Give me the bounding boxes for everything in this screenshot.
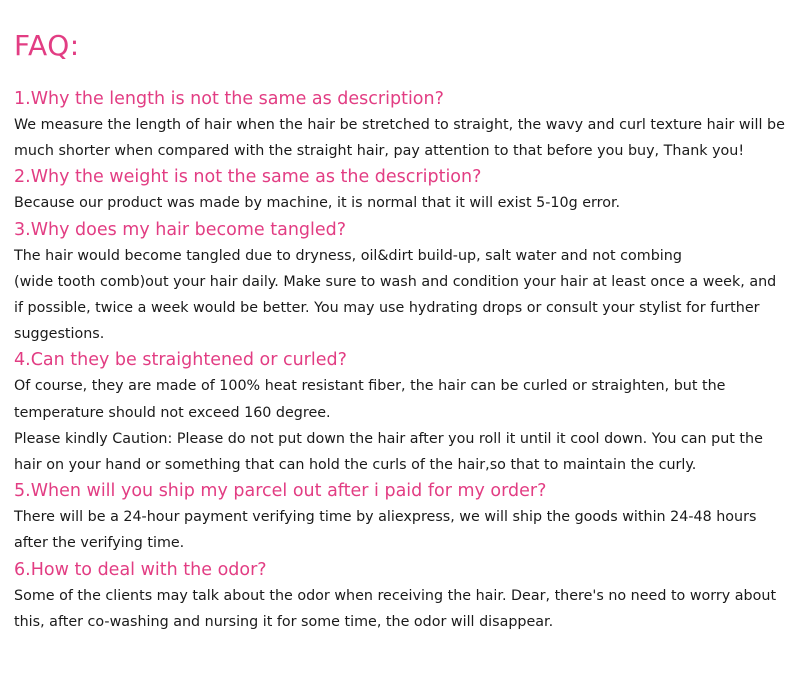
faq-answer xyxy=(14,504,786,556)
faq-answer xyxy=(14,190,786,216)
faq-answer-paragraph: (wide tooth comb)out your hair daily. Make sure to wash and condition your hair at least once a week, and if possible, twice a week would be better. You may use hydrating drops or consult your stylist for further suggestions. xyxy=(14,273,777,343)
faq-answer-paragraph: There will be a 24-hour payment verifying time by aliexpress, we will ship the goods within 24-48 hours after the verifying time. xyxy=(14,509,757,552)
faq-question: 1.Why the length is not the same as description? xyxy=(14,89,444,109)
faq-answer xyxy=(14,583,786,635)
faq-question: 3.Why does my hair become tangled? xyxy=(14,219,347,240)
faq-list xyxy=(14,86,786,635)
faq-answer xyxy=(14,112,786,164)
faq-answer xyxy=(14,243,786,348)
faq-question: 6.How to deal with the odor? xyxy=(14,559,267,580)
faq-answer xyxy=(14,373,786,478)
faq-question: 4.Can they be straightened or curled? xyxy=(14,350,347,371)
faq-item xyxy=(14,217,786,348)
faq-answer-paragraph: Because our product was made by machine, it is normal that it will exist 5-10g error. xyxy=(14,195,621,212)
faq-item xyxy=(14,557,786,635)
faq-answer-paragraph: Please kindly Caution: Please do not put down the hair after you roll it until it cool down. You can put the hair on your hand or something that can hold the curls of the hair,so that to maintain the curly. xyxy=(14,430,763,474)
faq-question: 5.When will you ship my parcel out after i paid for my order? xyxy=(14,481,547,502)
faq-item xyxy=(14,164,786,216)
faq-item xyxy=(14,86,786,164)
faq-answer-paragraph: We measure the length of hair when the hair be stretched to straight, the wavy and curl texture hair will be much shorter when compared with the straight hair, pay attention to that before you buy, Thank you! xyxy=(14,117,785,160)
faq-answer-paragraph: Some of the clients may talk about the odor when receiving the hair. Dear, there's no need to worry about this, after co-washing and nursing it for some time, the odor will disappear. xyxy=(14,587,777,630)
faq-title: FAQ: xyxy=(14,29,80,62)
faq-answer-paragraph: The hair would become tangled due to dryness, oil&dirt build-up, salt water and not combing xyxy=(14,247,682,264)
faq-item xyxy=(14,347,786,478)
faq-item xyxy=(14,478,786,556)
faq-question: 2.Why the weight is not the same as the description? xyxy=(14,167,482,188)
faq-answer-paragraph: Of course, they are made of 100% heat resistant fiber, the hair can be curled or straighten, but the temperature should not exceed 160 degree. xyxy=(14,378,726,421)
